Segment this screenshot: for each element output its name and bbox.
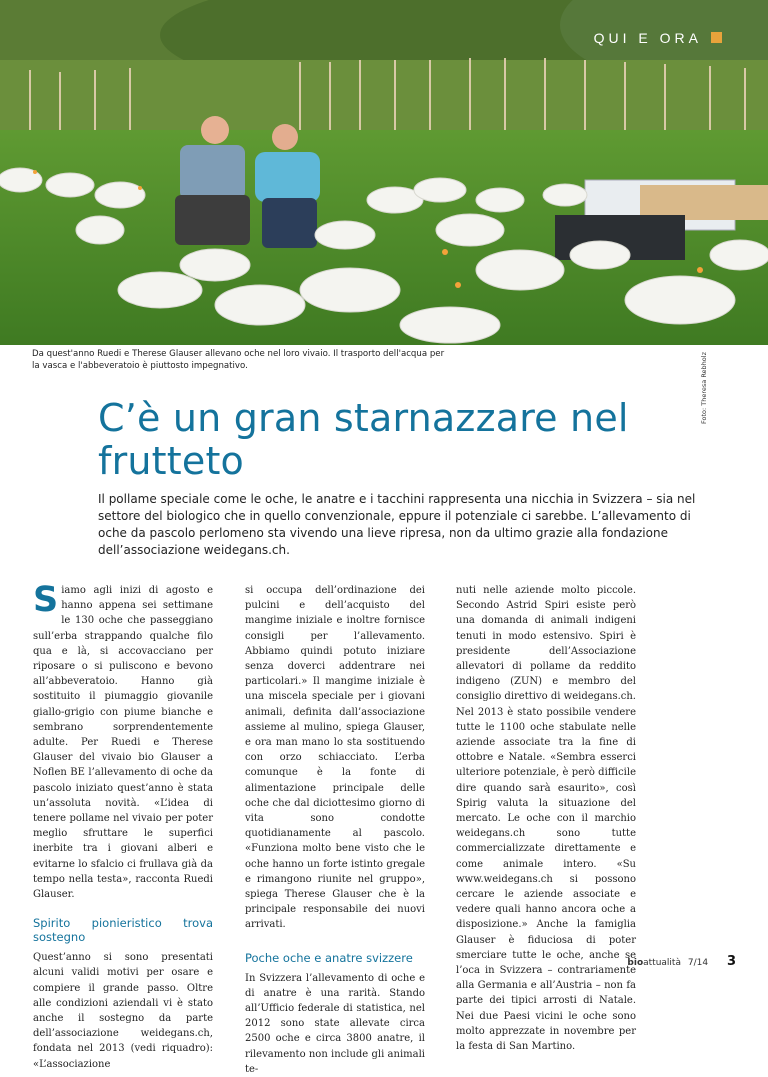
photo-illustration [0, 0, 768, 345]
section-tag [594, 30, 702, 46]
subhead-spirito: Spirito pionieristico trova sostegno [33, 916, 213, 945]
footer-issue: 7/14 [687, 958, 709, 968]
paragraph-3-part-2: nuti nelle aziende molto piccole. Secondo Astrid Spiri esiste però una domanda di animali indigeni tenuti in modo estensivo. Spiri è presidente dell’Associazione allevatori di pollame da reddito indigeno (ZUN) e membro del consiglio direttivo di weidegans.ch. Nel 2013 è stato possibile vendere tutte le 1100 oche stabulate nelle aziende associate tra la fine di ottobre e Natale. «Sembra esserci ulteriore potenziale, è però difficile dire quando sarà esaurito», così Spirig valuta la situazione del mercato. Le oche con il marchio weidegans.ch sono tutte commercializzate direttamente e come animale intero. «Su www.weidegans.ch si possono cercare le aziende associate e vedere quali hanno ancora oche a disposizione.» Anche la famiglia Glauser è fiduciosa di poter smerciare tutte le oche, anche se l’oca in Svizzera – contrariamente alla Germania e all’Austria – non fa parte dei tipici arrosti di Natale. Nei due Paesi vicini le oche sono molto apprezzate in novembre per la festa di San Martino. [456, 585, 636, 1053]
photo-caption: Da quest'anno Ruedi e Therese Glauser allevano oche nel loro vivaio. Il trasporto dell'acqua per la vasca e l'abbeveratoio è piuttosto impegnativo. [32, 349, 445, 371]
paragraph-1-text: iamo agli inizi di agosto e hanno appena sei settimane le 130 oche che passeggiano sull’erba strappando qualche filo qua e là, si accovacciano per riposare o si puliscono e bevono all’abbeveratoio. Hanno già sostituito il piumaggio giovanile giallo-grigio con piume bianche e sembrano sorprendentemente adulte. Per Ruedi e Therese Glauser del vivaio bio Glauser a Noflen BE l’allevamento di oche da pascolo iniziato quest’anno è stata un’assoluta novità. «L’idea di tenere pollame nel vivaio per poter meglio sfruttare le superfici inerbite tra i giovani alberi e evitarne lo sfalcio ci frullava già da tempo nella testa», racconta Ruedi Glauser. [33, 585, 213, 901]
dropcap: S [33, 580, 59, 620]
paragraph-3-part-1: In Svizzera l’allevamento di oche e di anatre è una rarità. Stando all’Ufficio federale di statistica, nel 2012 sono state allevate circa 2500 oche e circa 3800 anatre, il rilevamento non include gli animali te- [245, 972, 425, 1075]
header-photo [0, 0, 768, 345]
paragraph-2-part-2: si occupa dell’ordinazione dei pulcini e dell’acquisto del mangime iniziale e inoltre fornisce consigli per l’allevamento. Abbiamo quindi potuto iniziare senza doverci addentrare nei particolari.» Il mangime iniziale è una miscela speciale per i giovani animali, definita dall’associazione assieme al mulino, spiega Glauser, e ora man mano lo sta sostituendo con orzo schiacciato. L’erba comunque è la fonte di alimentazione principale delle oche che dal diciottesimo giorno di vita sono condotte quotidianamente al pascolo. «Funziona molto bene visto che le oche hanno un forte istinto gregale e rimangono riunite nel gruppo», spiega Therese Glauser che è la principale responsabile dei nuovi arrivati. [245, 585, 425, 931]
section-tag-square [711, 32, 722, 43]
page-footer [627, 954, 736, 969]
subhead-poche-oche: Poche oche e anatre svizzere [245, 950, 413, 965]
article-headline: C’è un gran starnazzare nel frutteto [98, 396, 629, 483]
column-3 [456, 583, 636, 1054]
paragraph-1 [33, 580, 213, 902]
column-2 [245, 583, 425, 1077]
section-tag-label: QUI E ORA [593, 30, 702, 46]
photo-credit-text: Foto: Theresa Rebholz [700, 352, 708, 424]
footer-brand-rest: attualità [643, 958, 681, 968]
photo-credit [700, 352, 710, 428]
footer-brand-bold: bio [627, 958, 644, 968]
paragraph-2-part-1: Quest’anno si sono presentati alcuni validi motivi per osare e compiere il grande passo. Oltre alle condizioni aziendali vi è stato anche il sostegno da parte dell’associazione weidegans.ch, fondata nel 2013 (vedi riquadro): «L’associazione [33, 952, 213, 1070]
page-number: 3 [726, 954, 736, 969]
article-lead: Il pollame speciale come le oche, le anatre e i tacchini rappresenta una nicchia in Svizzera – sia nel settore del biologico che in quello convenzionale, eppure il potenziale ci sarebbe. L’allevamento di oche da pascolo perlomeno sta vivendo una lieve ripresa, non da ultimo grazie alla fondazione dell’associazione weidegans.ch. [98, 492, 696, 557]
column-1 [33, 580, 213, 1072]
